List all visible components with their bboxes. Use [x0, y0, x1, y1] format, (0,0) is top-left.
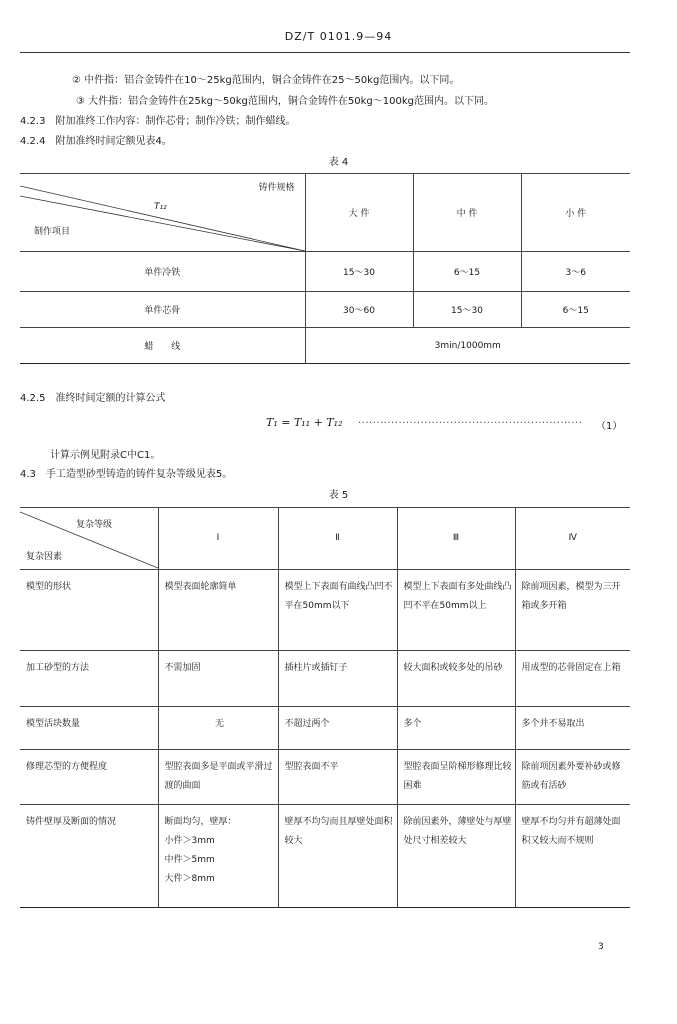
table5-factor: 加工砂型的方法	[20, 651, 158, 707]
table4-cell: 6～15	[413, 252, 521, 292]
table5-cell: 插柱片或插钉子	[278, 651, 397, 707]
table5-corner-cell	[20, 508, 158, 570]
section-4-2-5: 4.2.5 准终时间定额的计算公式	[20, 393, 166, 404]
table5-cell: 模型上下表面有曲线凸凹不平在50mm以下	[278, 570, 397, 651]
table-5	[20, 507, 630, 908]
table5-cell: 型腔表面不平	[278, 750, 397, 805]
formula-number: （1）	[596, 421, 623, 432]
note-medium-part: ② 中件指：铝合金铸件在10～25kg范围内，铜合金铸件在25～50kg范围内。以下同。	[72, 75, 460, 86]
table4-item: 单件芯骨	[20, 292, 305, 328]
table5-level-3: Ⅲ	[397, 508, 515, 570]
table5-cell: 壁厚不均匀而且厚壁处面积较大	[278, 805, 397, 908]
table4-cell: 30～60	[305, 292, 413, 328]
table4-col-medium: 中 件	[413, 174, 521, 252]
table4-col-small: 小 件	[521, 174, 630, 252]
document-code: DZ/T 0101.9—94	[284, 30, 393, 43]
table4-header-row	[20, 174, 630, 252]
table-row	[20, 707, 630, 750]
table-row	[20, 292, 630, 328]
section-4-3: 4.3 手工造型砂型铸造的铸件复杂等级见表5。	[20, 469, 233, 480]
table5-cell: 除前项因素外要补砂或修筋或有活砂	[515, 750, 630, 805]
table5-cell: 模型上下表面有多处曲线凸凹不平在50mm以上	[397, 570, 515, 651]
calc-example-note: 计算示例见附录C中C1。	[50, 450, 161, 461]
table5-factor: 修理芯型的方便程度	[20, 750, 158, 805]
table5-cell: 多个并不易取出	[515, 707, 630, 750]
table5-cell: 型腔表面多是平面或平滑过渡的曲面	[158, 750, 278, 805]
table5-corner-factor: 复杂因素	[26, 552, 63, 562]
table4-merged-cell: 3min/1000mm	[305, 328, 630, 364]
table5-cell: 不超过两个	[278, 707, 397, 750]
section-4-2-3: 4.2.3 附加准终工作内容：制作芯骨；制作冷铁；制作蜡线。	[20, 116, 296, 127]
table5-cell: 多个	[397, 707, 515, 750]
table-row	[20, 252, 630, 292]
table-row	[20, 328, 630, 364]
table5-cell: 除前因素外，薄壁处与厚壁处尺寸相差较大	[397, 805, 515, 908]
table4-cell: 6～15	[521, 292, 630, 328]
table5-cell: 模型表面轮廓简单	[158, 570, 278, 651]
table5-factor: 模型的形状	[20, 570, 158, 651]
table5-cell: 较大面积或较多处的吊砂	[397, 651, 515, 707]
header-rule	[20, 52, 630, 53]
table4-corner-t12: T₁₂	[154, 202, 167, 212]
table5-cell: 型腔表面呈阶梯形修理比较困难	[397, 750, 515, 805]
table4-col-large: 大 件	[305, 174, 413, 252]
formula-dots: ·····························································	[358, 418, 583, 429]
table5-level-1: Ⅰ	[158, 508, 278, 570]
table5-level-2: Ⅱ	[278, 508, 397, 570]
table5-cell: 用成型的芯骨固定在上箱	[515, 651, 630, 707]
formula-expression: T₁ = T₁₁ + T₁₂	[266, 416, 343, 429]
table5-cell: 断面均匀，壁厚： 小件＞3mm 中件＞5mm 大件＞8mm	[158, 805, 278, 908]
table5-header-row	[20, 508, 630, 570]
table4-corner-cell	[20, 174, 305, 252]
table4-item: 单件冷铁	[20, 252, 305, 292]
table5-level-4: Ⅳ	[515, 508, 630, 570]
table5-cell: 壁厚不均匀并有超薄处面积又较大而不规则	[515, 805, 630, 908]
table-row	[20, 651, 630, 707]
table5-factor: 模型活块数量	[20, 707, 158, 750]
table-4	[20, 173, 630, 364]
table4-cell: 15～30	[305, 252, 413, 292]
page-number: 3	[598, 942, 604, 952]
note-large-part: ③ 大件指：铝合金铸件在25kg～50kg范围内，铜合金铸件在50kg～100kg范围内。以下同。	[76, 96, 494, 107]
table5-cell: 无	[158, 707, 278, 750]
table5-cell: 不需加固	[158, 651, 278, 707]
table4-caption: 表 4	[328, 157, 349, 168]
table4-cell: 15～30	[413, 292, 521, 328]
table4-corner-item: 制作项目	[34, 227, 71, 237]
table4-cell: 3～6	[521, 252, 630, 292]
table4-item: 蜡 线	[20, 328, 305, 364]
table5-caption: 表 5	[328, 490, 349, 501]
table5-factor: 铸件壁厚及断面的情况	[20, 805, 158, 908]
table4-corner-spec: 铸件规格	[258, 183, 295, 193]
table5-cell: 除前项因素，模型为三开箱或多开箱	[515, 570, 630, 651]
table-row	[20, 750, 630, 805]
table-row	[20, 805, 630, 908]
section-4-2-4: 4.2.4 附加准终时间定额见表4。	[20, 136, 172, 147]
table-row	[20, 570, 630, 651]
table5-corner-level: 复杂等级	[76, 520, 113, 530]
